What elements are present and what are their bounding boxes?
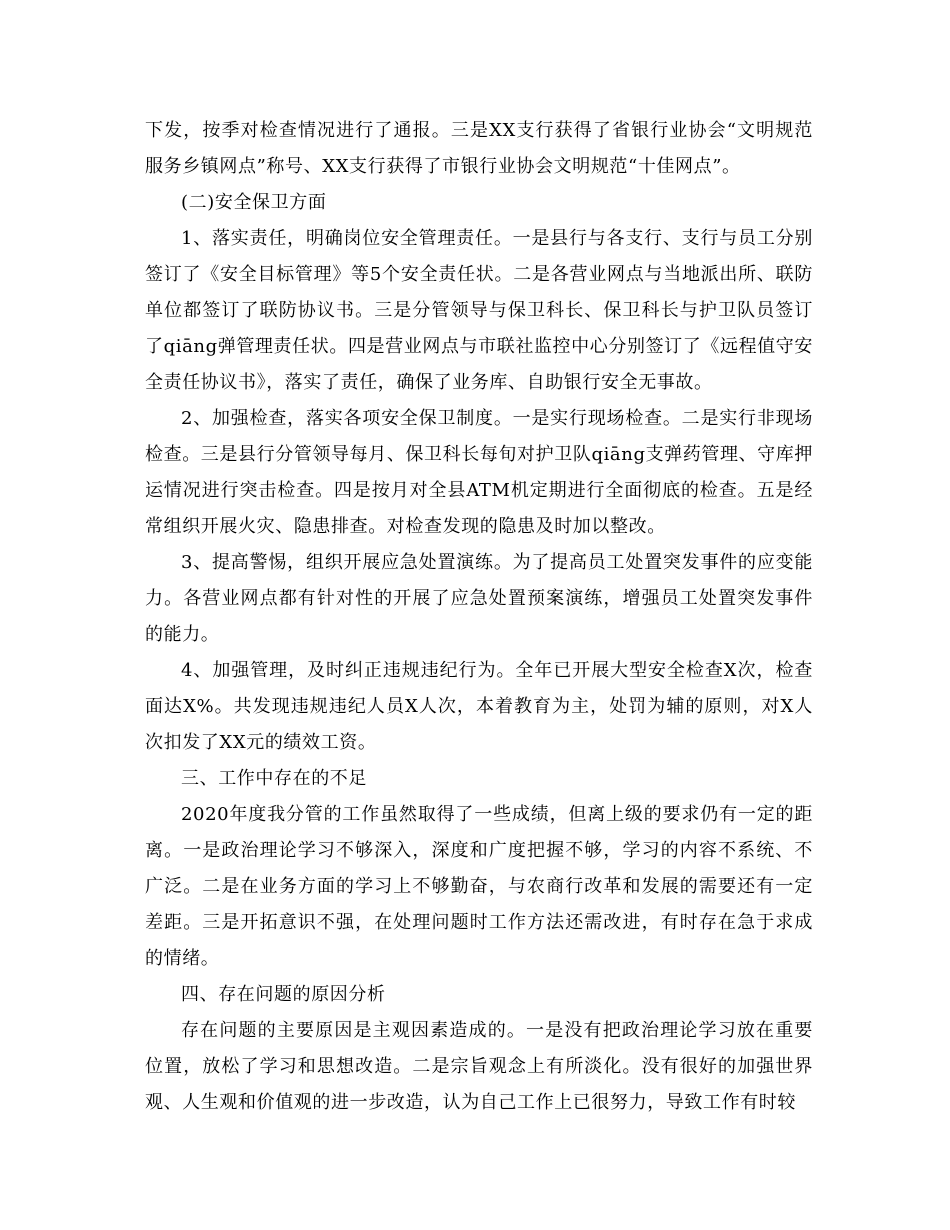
section-heading-security: (二)安全保卫方面 [181,192,327,213]
paragraph-cause-analysis: 存在问题的主要原因是主观因素造成的。一是没有把政治理论学习放在重要位置，放松了学习和思想改造。二是宗旨观念上有所淡化。没有很好的加强世界观、人生观和价值观的进一步改造，认为自己工作上已很努力，导致工作有时较 [145,1020,813,1113]
paragraph-continuation: 下发，按季对检查情况进行了通报。三是XX支行获得了省银行业协会“文明规范服务乡镇网点”称号、XX支行获得了市银行业协会文明规范“十佳网点”。 [145,120,813,177]
section-heading-cause-analysis: 四、存在问题的原因分析 [181,984,386,1005]
section-heading-shortcomings: 三、工作中存在的不足 [181,768,367,789]
paragraph-management: 4、加强管理，及时纠正违规违纪行为。全年已开展大型安全检查X次，检查面达X%。共发现违规违纪人员X人次，本着教育为主，处罚为辅的原则，对X人次扣发了XX元的绩效工资。 [145,660,813,753]
document-body [145,113,813,1121]
paragraph-inspection: 2、加强检查，落实各项安全保卫制度。一是实行现场检查。二是实行非现场检查。三是县行分管领导每月、保卫科长每旬对护卫队qiāng支弹药管理、守库押运情况进行突击检查。四是按月对全县ATM机定期进行全面彻底的检查。五是经常组织开展火灾、隐患排查。对检查发现的隐患及时加以整改。 [145,408,813,537]
paragraph-shortcomings: 2020年度我分管的工作虽然取得了一些成绩，但离上级的要求仍有一定的距离。一是政治理论学习不够深入，深度和广度把握不够，学习的内容不系统、不广泛。二是在业务方面的学习上不够勤奋，与农商行改革和发展的需要还有一定差距。三是开拓意识不强，在处理问题时工作方法还需改进，有时存在急于求成的情绪。 [145,804,813,969]
paragraph-emergency-drill: 3、提高警惕，组织开展应急处置演练。为了提高员工处置突发事件的应变能力。各营业网点都有针对性的开展了应急处置预案演练，增强员工处置突发事件的能力。 [145,552,813,645]
paragraph-responsibility: 1、落实责任，明确岗位安全管理责任。一是县行与各支行、支行与员工分别签订了《安全目标管理》等5个安全责任状。二是各营业网点与当地派出所、联防单位都签订了联防协议书。三是分管领导与保卫科长、保卫科长与护卫队员签订了qiāng弹管理责任状。四是营业网点与市联社监控中心分别签订了《远程值守安全责任协议书》，落实了责任，确保了业务库、自助银行安全无事故。 [145,228,813,393]
